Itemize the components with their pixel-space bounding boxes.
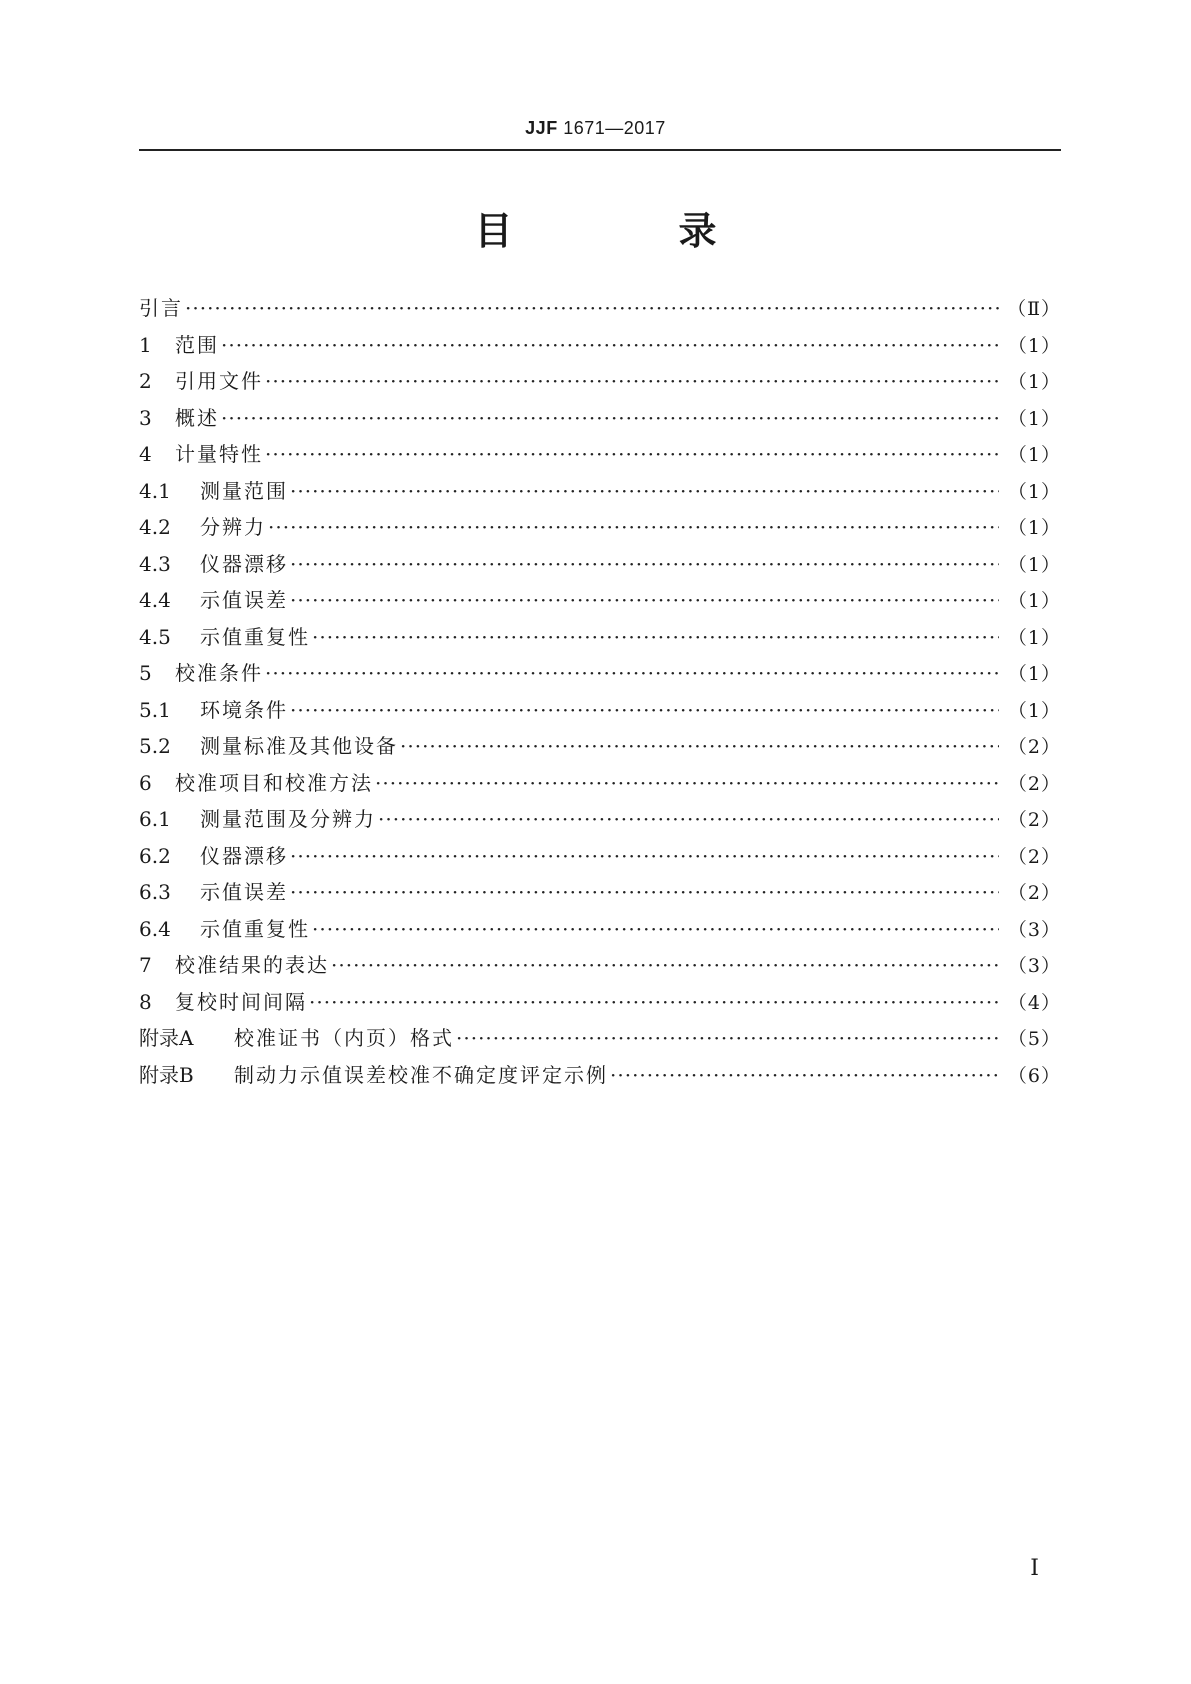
toc-entry [139,363,1061,400]
toc-leader-dots [290,473,999,510]
toc-entry-page: （1） [1007,444,1061,466]
toc-entry-number: 4.1 [139,478,171,503]
toc-entry [139,874,1061,911]
toc-entry-page: （1） [1007,407,1061,430]
toc-entry-number: 1 [139,332,152,357]
toc-leader-dots [378,801,999,838]
toc-entry [139,582,1061,619]
page-number: Ⅰ [1030,1556,1039,1581]
toc-entry [139,290,1061,327]
toc-entry-page: （2） [1007,772,1061,795]
toc-leader-dots [221,400,999,437]
toc-leader-dots [312,619,999,656]
toc-entry-page: （2） [1007,882,1061,904]
toc-entry-number: 4 [139,442,152,466]
toc-entry-label: 示值重复性 [200,916,310,941]
toc-leader-dots [610,1057,999,1094]
toc-entry-label: 引言 [139,296,183,320]
toc-leader-dots [290,838,999,875]
toc-entry-label: 范围 [175,332,219,357]
toc-entry-page: （1） [1007,334,1061,357]
header-rule [139,149,1061,151]
toc-entry-page: （1） [1007,553,1061,576]
toc-leader-dots [309,984,999,1021]
toc-entry-page: （2） [1007,809,1061,831]
toc-entry-number: 附录A [139,1026,194,1050]
toc-entry-page: （3） [1007,955,1061,977]
toc-entry-label: 测量范围 [200,478,288,503]
toc-entry-page: （3） [1007,918,1061,941]
toc-entry [139,473,1061,510]
toc-entry-label: 示值误差 [200,588,288,612]
toc-entry-label: 校准项目和校准方法 [175,770,373,795]
toc-entry-page: （1） [1007,517,1061,539]
toc-leader-dots [268,509,999,546]
toc-entry-number: 8 [139,989,152,1014]
toc-entry-label: 校准结果的表达 [175,953,329,977]
toc-entry-label: 示值误差 [200,880,288,904]
table-of-contents [139,290,1061,1093]
toc-entry-label: 示值重复性 [200,624,310,649]
toc-entry-label: 测量标准及其他设备 [200,734,398,758]
page-header [0,118,1191,139]
toc-entry-page: （1） [1007,590,1061,612]
toc-entry-page: （6） [1007,1064,1061,1087]
toc-entry-label: 概述 [175,405,219,430]
toc-entry [139,692,1061,729]
toc-entry-page: （1） [1007,663,1061,685]
toc-entry [139,984,1061,1021]
standard-code: JJF [525,118,558,138]
toc-entry [139,655,1061,692]
toc-leader-dots [400,728,999,765]
toc-entry-page: （1） [1007,699,1061,722]
toc-entry-label: 测量范围及分辨力 [200,807,376,831]
toc-entry-number: 6.2 [139,843,171,868]
page-title: 目 录 [474,209,781,253]
toc-entry-label: 仪器漂移 [200,551,288,576]
toc-leader-dots [290,874,999,911]
toc-leader-dots [312,911,999,948]
toc-leader-dots [185,290,999,327]
toc-entry-number: 5.1 [139,697,171,722]
toc-entry [139,400,1061,437]
toc-entry [139,327,1061,364]
toc-leader-dots [456,1020,999,1057]
toc-entry-label: 环境条件 [200,697,288,722]
toc-entry [139,509,1061,546]
toc-entry-label: 分辨力 [200,515,266,539]
toc-leader-dots [290,692,999,729]
toc-leader-dots [290,582,999,619]
toc-leader-dots [331,947,999,984]
toc-entry-label: 制动力示值误差校准不确定度评定示例 [234,1062,608,1087]
toc-entry [139,765,1061,802]
toc-entry-number: 5.2 [139,734,171,758]
toc-entry-page: （1） [1007,626,1061,649]
toc-entry [139,801,1061,838]
toc-entry-number: 6.1 [139,807,171,831]
toc-entry-page: （2） [1007,736,1061,758]
toc-entry [139,546,1061,583]
toc-entry-number: 附录B [139,1062,194,1087]
toc-entry-page: （1） [1007,480,1061,503]
toc-entry [139,728,1061,765]
toc-entry-label: 仪器漂移 [200,843,288,868]
toc-entry-number: 4.2 [139,515,171,539]
toc-entry [139,1020,1061,1057]
toc-entry-number: 2 [139,369,152,393]
toc-entry-page: （5） [1007,1028,1061,1050]
toc-leader-dots [265,655,999,692]
toc-entry-label: 校准证书（内页）格式 [234,1026,454,1050]
toc-entry-page: （4） [1007,991,1061,1014]
toc-entry-number: 6 [139,770,152,795]
toc-entry-number: 4.3 [139,551,171,576]
toc-entry-number: 4.5 [139,624,171,649]
toc-entry-label: 校准条件 [175,661,263,685]
toc-entry-page: （2） [1007,845,1061,868]
toc-entry-number: 3 [139,405,152,430]
toc-entry [139,436,1061,473]
toc-entry [139,911,1061,948]
toc-leader-dots [221,327,999,364]
toc-entry-label: 引用文件 [175,369,263,393]
toc-entry [139,838,1061,875]
toc-entry [139,947,1061,984]
toc-entry-number: 6.3 [139,880,171,904]
toc-entry-number: 4.4 [139,588,171,612]
toc-entry-page: （Ⅱ） [1007,298,1061,320]
toc-entry [139,619,1061,656]
toc-entry-page: （1） [1007,371,1061,393]
toc-entry-number: 7 [139,953,152,977]
standard-number: 1671—2017 [563,118,666,138]
toc-entry-label: 计量特性 [175,442,263,466]
toc-leader-dots [290,546,999,583]
toc-entry-number: 6.4 [139,916,171,941]
toc-leader-dots [265,363,999,400]
toc-entry-number: 5 [139,661,152,685]
toc-leader-dots [265,436,999,473]
toc-entry [139,1057,1061,1094]
toc-entry-label: 复校时间间隔 [175,989,307,1014]
toc-leader-dots [375,765,999,802]
